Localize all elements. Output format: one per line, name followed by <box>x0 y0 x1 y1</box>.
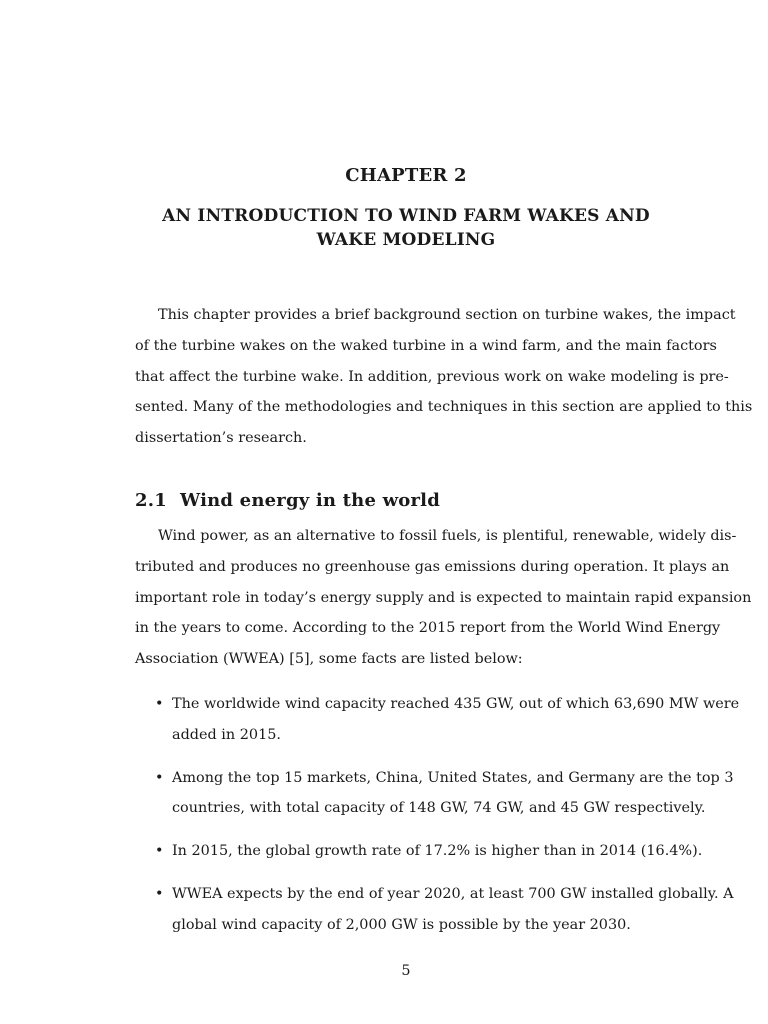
section-line: tributed and produces no greenhouse gas emissions during operation. It plays an <box>135 558 730 575</box>
intro-line: that affect the turbine wake. In addition, previous work on wake modeling is pre- <box>135 368 729 385</box>
list-item-line: WWEA expects by the end of year 2020, at least 700 GW installed globally. A <box>172 885 734 902</box>
bullet-icon: • <box>155 885 164 902</box>
chapter-label: CHAPTER 2 <box>345 165 467 186</box>
list-item-line: The worldwide wind capacity reached 435 GW, out of which 63,690 MW were <box>172 696 740 712</box>
list-item <box>155 763 734 825</box>
list-item-line: added in 2015. <box>172 726 281 743</box>
bullet-icon: • <box>155 696 164 712</box>
bullet-icon: • <box>155 769 164 786</box>
section-heading <box>135 490 440 511</box>
intro-line: dissertation’s research. <box>135 430 307 447</box>
section-line: in the years to come. According to the 2015 report from the World Wind Energy <box>135 620 721 637</box>
chapter-title <box>0 204 768 252</box>
page-number: 5 <box>401 963 411 979</box>
list-item <box>155 836 703 867</box>
list-item-line: In 2015, the global growth rate of 17.2% is higher than in 2014 (16.4%). <box>172 843 703 860</box>
section-number: 2.1 <box>135 490 167 511</box>
chapter-title-line: WAKE MODELING <box>316 230 496 250</box>
list-item <box>155 879 734 941</box>
intro-line: This chapter provides a brief background section on turbine wakes, the impact <box>158 307 736 323</box>
list-item-line: global wind capacity of 2,000 GW is possible by the year 2030. <box>172 916 631 933</box>
intro-line: of the turbine wakes on the waked turbine in a wind farm, and the main factors <box>135 337 717 354</box>
list-item-line: countries, with total capacity of 148 GW, 74 GW, and 45 GW respectively. <box>172 800 706 817</box>
section-line: important role in today’s energy supply and is expected to maintain rapid expansion <box>135 589 752 606</box>
intro-line: sented. Many of the methodologies and techniques in this section are applied to this <box>135 399 753 416</box>
facts-list <box>155 689 740 953</box>
chapter-title-line: AN INTRODUCTION TO WIND FARM WAKES AND <box>162 206 650 226</box>
section-paragraph <box>135 521 752 675</box>
list-item <box>155 689 740 751</box>
intro-paragraph <box>135 300 753 454</box>
section-line: Wind power, as an alternative to fossil fuels, is plentiful, renewable, widely dis- <box>158 528 737 544</box>
bullet-icon: • <box>155 843 164 860</box>
section-title: Wind energy in the world <box>180 490 440 511</box>
list-item-line: Among the top 15 markets, China, United States, and Germany are the top 3 <box>172 769 734 786</box>
section-line: Association (WWEA) [5], some facts are listed below: <box>135 651 523 668</box>
